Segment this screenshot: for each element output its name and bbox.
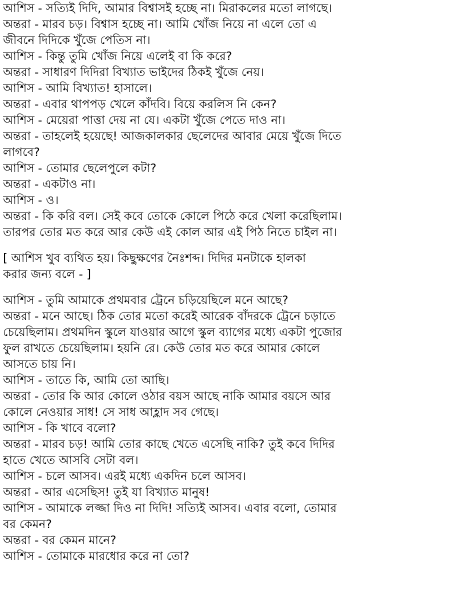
text-line: অন্তরা - মারব চড়। বিশ্বাস হচ্ছে না। আমি খোঁজ নিয়ে না এলে তো এ (3, 17, 317, 31)
stage-direction-line: [ আশিস খুব ব্যথিত হয়। কিছুক্ষণের নৈঃশব্দ। দিদির মনটাকে হালকা (3, 251, 306, 265)
text-line: অন্তরা - একটাও না। (3, 177, 96, 191)
text-line: আশিস - তাতে কি, আমি তো আছি। (3, 373, 170, 387)
text-line: অন্তরা - বর কেমন মানে? (3, 533, 117, 547)
text-line: অন্তরা - কি করি বল। সেই কবে তোকে কোলে পিঠে করে খেলা করেছিলাম। (3, 209, 342, 223)
text-line: হাতে খেতে আসবি সেটা বল। (3, 453, 139, 467)
text-line: ফুল রাখতে চেয়েছিলাম। হয়নি রে। কেউ তোর মত করে আমার কোলে (3, 341, 320, 355)
text-line: আশিস - সত্যিই দিদি, আমার বিশ্বাসই হচ্ছে না। মিরাকলের মতো লাগছে। (3, 1, 333, 15)
text-line: আশিস - তুমি আমাকে প্রথমবার ট্রেনে চড়িয়েছিলে মনে আছে? (3, 293, 289, 307)
text-line: অন্তরা - মারব চড়! আমি তোর কাছে খেতে এসেছি নাকি? তুই কবে দিদির (3, 437, 335, 451)
text-line: আশিস - চলে আসব। এরই মধ্যে একদিন চলে আসব। (3, 469, 247, 483)
text-line: অন্তরা - আর এসেছিস! তুই যা বিখ্যাত মানুষ! (3, 485, 210, 499)
text-line: আশিস - আমাকে লজ্জা দিও না দিদি! সত্যিই আসব। এবার বলো, তোমার (3, 501, 337, 515)
text-line: আসতে চায় নি। (3, 357, 76, 371)
text-line: জীবনে দিদিকে খুঁজে পেতিস না। (3, 33, 151, 47)
text-line: আশিস - তোমার ছেলেপুলে কটা? (3, 161, 157, 175)
text-line: আশিস - তোমাকে মারধোর করে না তো? (3, 549, 190, 563)
text-line: অন্তরা - সাধারণ দিদিরা বিখ্যাত ভাইদের ঠিকই খুঁজে নেয়। (3, 65, 265, 79)
text-line: আশিস - ও। (3, 193, 59, 207)
text-line: কোলে নেওয়ার সাধ! সে সাধ আহ্লাদ সব গেছে। (3, 405, 219, 419)
text-line: অন্তরা - এবার থাপপড় খেলে কাঁদবি। বিয়ে করলিস নি কেন? (3, 97, 277, 111)
text-line: বর কেমন? (3, 517, 52, 531)
paragraph-gap (3, 282, 454, 292)
text-line: আশিস - কি খাবে বলো? (3, 421, 117, 435)
text-line: আশিস - কিন্তু তুমি খোঁজ নিয়ে এলেই বা কি করে? (3, 49, 233, 63)
text-line: অন্তরা - মনে আছে। ঠিক তোর মতো করেই আরেক বাঁদরকে ট্রেনে চড়াতে (3, 309, 336, 323)
text-line: লাগবে? (3, 145, 40, 159)
text-line: অন্তরা - তোর কি আর কোলে ওঠার বয়স আছে নাকি আমার বয়সে আর (3, 389, 331, 403)
text-line: আশিস - মেয়েরা পাত্তা দেয় না যে। একটা খুঁজে পেতে দাও না। (3, 113, 286, 127)
text-line: তারপর তোর মত করে আর কেউ এই কোল আর এই পিঠ নিতে চাইল না। (3, 225, 337, 239)
text-line: আশিস - আমি বিখ্যাত! হাসালে। (3, 81, 152, 95)
text-line: অন্তরা - তাহলেই হয়েছে! আজকালকার ছেলেদের আবার মেয়ে খুঁজে দিতে (3, 129, 342, 143)
stage-direction-line: করার জন্য বলে - ] (3, 267, 92, 281)
text-line: চেয়েছিলাম। প্রথমদিন স্কুলে যাওয়ার আগে স্কুল ব্যাগের মধ্যে একটা পুজোর (3, 325, 343, 339)
paragraph-gap (3, 240, 454, 250)
